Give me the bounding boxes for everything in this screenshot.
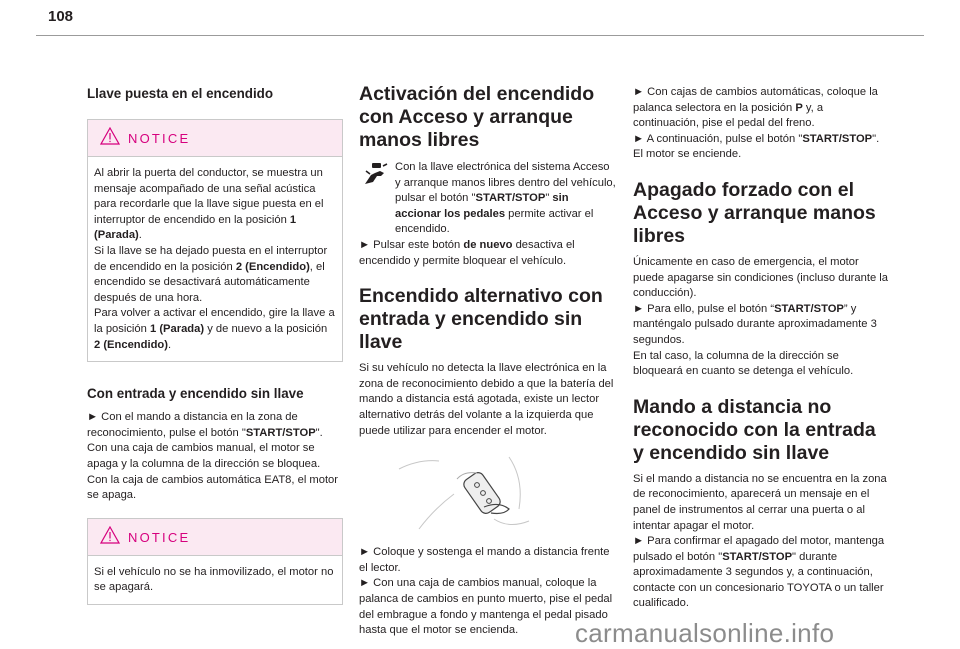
body-text: ” y manténgalo pulsado durante aproximadamente 3 segundos. (633, 302, 877, 346)
keyless-stop-text (87, 410, 343, 504)
notice-text: Si la llave se ha dejado puesta en el interruptor de encendido en la posición (94, 244, 328, 273)
notice-box-2 (87, 518, 343, 605)
section-heading-remote-not-recognized: Mando a distancia no reconocido con la entrada y encendido sin llave (633, 395, 876, 464)
notice-body (88, 556, 342, 604)
notice-text: y de nuevo a la posición (204, 322, 328, 335)
notice-text: . (138, 229, 142, 242)
body-paragraph: Con una caja de cambios manual, el motor se apaga y la columna de la dirección se bloquea. (87, 442, 321, 470)
notice-header (88, 120, 342, 157)
notice-bold-text: 2 (Encendido) (94, 338, 168, 351)
notice-box-1 (87, 119, 343, 362)
body-paragraph: ► Con una caja de cambios manual, coloque la palanca de cambios en punto muerto, pise el pedal del embrague a fondo y mantenga el pedal pisado hasta que el motor se encienda. (359, 577, 613, 637)
warning-triangle-icon (100, 526, 120, 544)
notice-body (88, 157, 342, 361)
column-right (633, 60, 890, 612)
button-name-text: START/STOP (802, 132, 873, 145)
notice-text: , el encendido se desactivará automáticamente después de una hora. (94, 260, 325, 304)
keyless-hand-icon (363, 162, 389, 186)
notice-text: Para volver a activar el encendido, gire la llave a la posición (94, 307, 335, 335)
button-name-text: START/STOP (774, 302, 844, 315)
body-paragraph: El motor se enciende. (633, 148, 742, 161)
watermark: carmanualsonline.info (575, 618, 835, 648)
body-paragraph: Si el mando a distancia no se encuentra en la zona de reconocimiento, aparecerá un mensaje en el panel de instrumentos al cerrar una puerta o al intentar apagar el motor. (633, 472, 887, 532)
notice-bold-text: 2 (Encendido) (235, 260, 310, 273)
body-paragraph (633, 534, 890, 612)
hands-free-paragraph (359, 160, 616, 238)
notice-text: Si el vehículo no se ha inmovilizado, el motor no se apagará. (94, 565, 334, 594)
body-text: ► Para ello, pulse el botón “ (633, 302, 775, 315)
body-text: ". (872, 132, 880, 145)
notice-paragraph (94, 166, 336, 244)
body-text: ► Para confirmar el apagado del motor, mantenga pulsado el botón " (633, 535, 885, 563)
body-paragraph (359, 238, 616, 269)
column-middle (359, 60, 616, 639)
notice-title: NOTICE (128, 529, 191, 545)
warning-triangle-icon (100, 127, 120, 145)
body-text: desactiva el encendido y permite bloquear el vehículo. (359, 238, 575, 267)
notice-title: NOTICE (128, 131, 191, 146)
section-heading-key-in-ignition: Llave puesta en el encendido (87, 86, 274, 101)
bold-text: sin accionar los pedales (395, 192, 569, 220)
body-text: ► A continuación, pulse el botón " (633, 132, 803, 145)
body-paragraph: En tal caso, la columna de la dirección se bloqueará en cuanto se detenga el vehículo. (633, 349, 854, 378)
forced-shutdown-text (633, 255, 890, 380)
body-paragraph (395, 160, 616, 238)
body-text: ". (315, 426, 323, 439)
section-heading-hands-free-activation: Activación del encendido con Acceso y arranque manos libres (359, 83, 595, 151)
body-text: ► Con cajas de cambios automáticas, coloque la palanca selectora en la posición (633, 86, 878, 114)
body-paragraph (633, 85, 890, 132)
body-text: Con la llave electrónica del sistema Acceso y arranque manos libres dentro del vehículo, pulsar el botón " (395, 161, 616, 205)
remote-not-recognized-text (633, 472, 890, 612)
automatic-start-text (633, 85, 890, 163)
notice-paragraph (94, 306, 336, 353)
notice-text: Al abrir la puerta del conductor, se muestra un mensaje acompañado de una señal acústica para recordarle que la llave sigue puesta en el interruptor de encendido en la posición (94, 167, 324, 226)
body-paragraph: Con la caja de cambios automática EAT8, el motor se apaga. (87, 473, 339, 502)
body-text: permite activar el encendido. (395, 207, 594, 236)
button-name-text: START/STOP (245, 426, 316, 439)
notice-bold-text: 1 (Parada) (94, 213, 297, 242)
body-text: " (545, 192, 553, 205)
body-paragraph (633, 302, 890, 349)
page-number: 108 (48, 8, 74, 25)
notice-bold-text: 1 (Parada) (149, 322, 205, 335)
body-text: ► Con el mando a distancia en la zona de reconocimiento, pulse el botón " (87, 411, 298, 439)
notice-header (88, 519, 342, 556)
bold-text: P (795, 101, 803, 114)
reader-illustration (359, 449, 616, 539)
button-name-text: START/STOP (475, 192, 546, 205)
key-fob-reader-illustration (359, 449, 616, 539)
body-text: " durante aproximadamente 3 segundos y, a continuación, contacte con un concesionario TOYOTA o un taller cualificado. (633, 550, 884, 610)
header-rule (36, 35, 924, 36)
body-paragraph (633, 132, 890, 148)
body-paragraph (87, 410, 343, 441)
notice-text: . (167, 338, 172, 351)
section-heading-keyless: Con entrada y encendido sin llave (87, 386, 304, 402)
body-text: y, a continuación, pise el pedal del freno. (633, 101, 824, 130)
body-paragraph: Únicamente en caso de emergencia, el motor puede apagarse sin condiciones (incluso durante la conducción). (633, 255, 888, 300)
button-name-text: START/STOP (722, 550, 793, 563)
notice-paragraph (94, 244, 336, 306)
column-left (87, 60, 343, 605)
bold-text: de nuevo (463, 238, 513, 251)
body-text: ► Pulsar este botón (359, 238, 464, 251)
body-paragraph: ► Coloque y sostenga el mando a distancia frente el lector. (359, 546, 610, 574)
body-paragraph: Si su vehículo no detecta la llave electrónica en la zona de reconocimiento debido a que la batería del mando a distancia está agotada, existe un lector alternativo detrás del volante a la izquierda que puede utilizar para encender el motor. (359, 362, 614, 437)
section-heading-alternative-start: Encendido alternativo con entrada y encendido sin llave (359, 285, 603, 354)
section-heading-forced-shutdown: Apagado forzado con el Acceso y arranque manos libres (633, 178, 876, 247)
